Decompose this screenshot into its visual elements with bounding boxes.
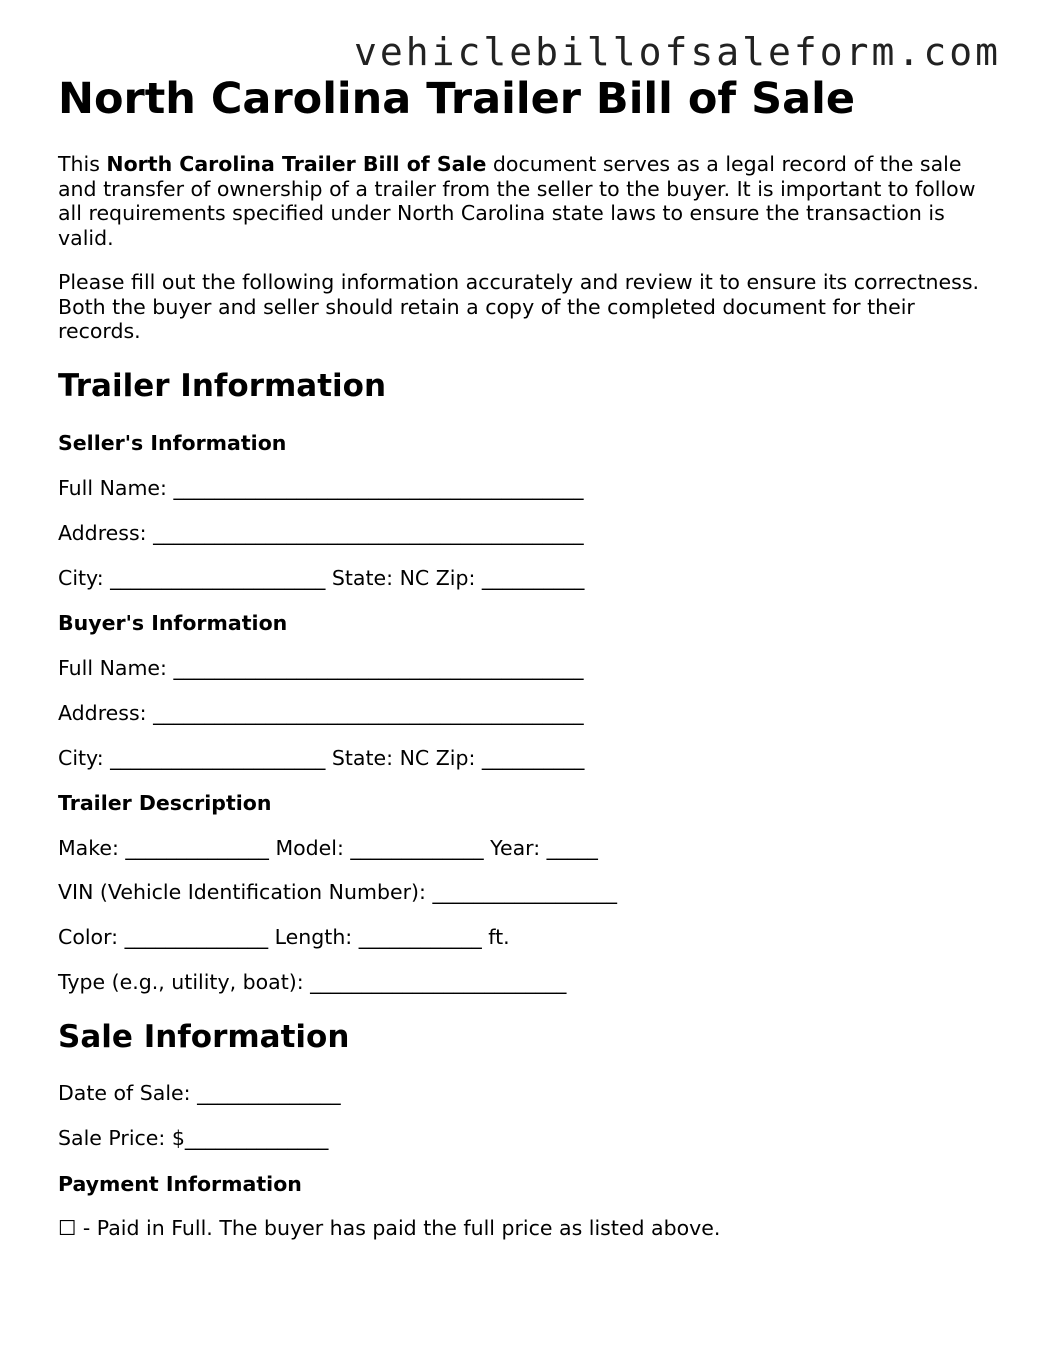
page-title: North Carolina Trailer Bill of Sale — [58, 74, 855, 124]
vin-field[interactable]: VIN (Vehicle Identification Number): __________________ — [58, 880, 617, 904]
intro-paragraph — [58, 152, 988, 250]
color-length-field[interactable]: Color: ______________ Length: ____________ ft. — [58, 925, 510, 949]
payment-information-heading: Payment Information — [58, 1172, 302, 1196]
seller-full-name-field[interactable]: Full Name: ________________________________________ — [58, 476, 584, 500]
site-watermark: vehiclebillofsaleform.com — [354, 30, 1001, 74]
intro-prefix: This — [58, 152, 107, 176]
trailer-information-heading: Trailer Information — [58, 368, 387, 404]
instructions-paragraph: Please fill out the following information accurately and review it to ensure its correctness. Both the buyer and seller should retain a copy of the completed document for their records. — [58, 270, 980, 343]
buyer-city-state-zip-field[interactable]: City: _____________________ State: NC Zip: __________ — [58, 746, 585, 770]
date-of-sale-field[interactable]: Date of Sale: ______________ — [58, 1081, 341, 1105]
sale-price-field[interactable]: Sale Price: $______________ — [58, 1126, 329, 1150]
seller-city-state-zip-field[interactable]: City: _____________________ State: NC Zip: __________ — [58, 566, 585, 590]
intro-suffix: document serves as a legal record of the sale and transfer of ownership of a trailer from the seller to the buyer. It is important to follow all requirements specified under North Carolina state laws to ensure the transaction is valid. — [58, 152, 976, 250]
seller-information-heading: Seller's Information — [58, 431, 287, 455]
type-field[interactable]: Type (e.g., utility, boat): _________________________ — [58, 970, 567, 994]
intro-bold-title: North Carolina Trailer Bill of Sale — [106, 152, 487, 176]
paid-in-full-checkbox[interactable]: ☐ - Paid in Full. The buyer has paid the full price as listed above. — [58, 1216, 721, 1240]
buyer-address-field[interactable]: Address: __________________________________________ — [58, 701, 584, 725]
make-model-year-field[interactable]: Make: ______________ Model: _____________ Year: _____ — [58, 836, 598, 860]
sale-information-heading: Sale Information — [58, 1019, 350, 1055]
trailer-description-heading: Trailer Description — [58, 791, 272, 815]
buyer-information-heading: Buyer's Information — [58, 611, 288, 635]
seller-address-field[interactable]: Address: __________________________________________ — [58, 521, 584, 545]
buyer-full-name-field[interactable]: Full Name: ________________________________________ — [58, 656, 584, 680]
